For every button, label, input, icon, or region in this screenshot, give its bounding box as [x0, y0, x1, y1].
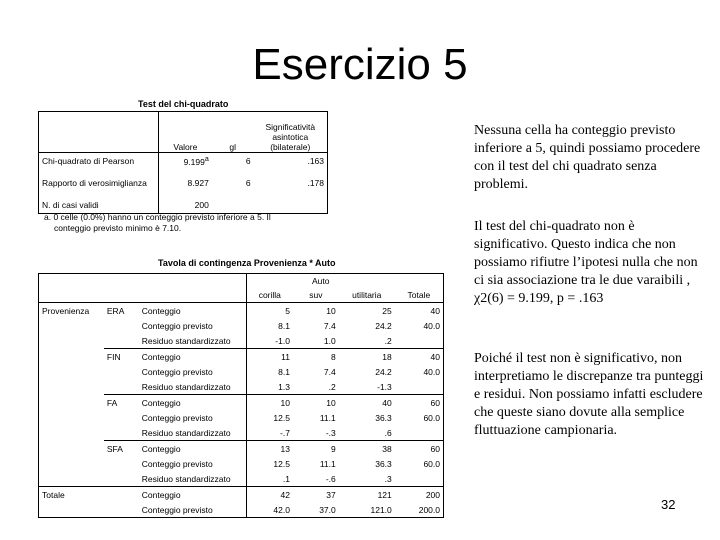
cell-value: 200.0: [418, 504, 440, 515]
cell-value: 40: [395, 349, 444, 365]
row-variable-blank: [39, 379, 104, 395]
row-stat: Conteggio: [139, 487, 246, 503]
cell-value: 1.3: [278, 381, 290, 392]
chi-row-sig: .163: [307, 156, 324, 166]
row-stat: Conteggio previsto: [139, 502, 246, 518]
row-stat: Conteggio: [139, 441, 246, 457]
cell-value: .2: [328, 381, 336, 392]
row-stat: Conteggio previsto: [139, 318, 246, 333]
chi-header-valore: Valore: [158, 112, 211, 153]
cell-value: 8.1: [278, 320, 290, 331]
chi-row-gl: 6: [245, 156, 251, 166]
table-row: [39, 425, 444, 441]
header-blank: [39, 287, 104, 303]
cell-value: 12.5: [273, 458, 290, 469]
row-level: SFA: [104, 441, 139, 457]
col-header: utilitaria: [339, 287, 395, 303]
cell-value: 37.0: [319, 504, 336, 515]
row-level: [104, 425, 139, 441]
cell-value: .2: [384, 335, 392, 346]
row-variable-blank: [39, 364, 104, 379]
cell-value: [395, 425, 444, 441]
chi-square-footnote: [44, 212, 271, 234]
auto-label: Auto: [311, 275, 330, 286]
table-row: [39, 153, 328, 170]
row-variable-blank: [39, 425, 104, 441]
row-stat: Conteggio: [139, 349, 246, 365]
cell-value: .1: [282, 473, 290, 484]
row-stat: Conteggio previsto: [139, 456, 246, 471]
chi-row-sig: .178: [307, 178, 324, 188]
page-number: 32: [661, 497, 676, 512]
cell-value: 25: [339, 303, 395, 319]
cell-value: 38: [339, 441, 395, 457]
row-stat: Conteggio: [139, 303, 246, 319]
table-row: [39, 349, 444, 365]
cell-value: 10: [246, 395, 293, 411]
cell-value: 13: [246, 441, 293, 457]
cell-value: 121: [339, 487, 395, 503]
row-stat: Residuo standardizzato: [139, 333, 246, 349]
header-blank: [139, 274, 246, 288]
cell-value: 7.4: [323, 320, 336, 331]
table-row: [39, 379, 444, 395]
row-variable-blank: [39, 471, 104, 487]
cell-value: 7.4: [323, 366, 336, 377]
table-row: [39, 364, 444, 379]
cell-value: 42: [246, 487, 293, 503]
total-label: [39, 502, 139, 518]
cell-value: 36.3: [375, 458, 392, 469]
table-row: [39, 487, 444, 503]
table-row: [39, 441, 444, 457]
chi-row-gl: 6: [245, 178, 251, 188]
row-stat: Conteggio previsto: [139, 410, 246, 425]
cell-value: 200: [395, 487, 444, 503]
cell-value: -.7: [280, 427, 290, 438]
cell-value: 18: [339, 349, 395, 365]
table-row: [39, 169, 328, 197]
cell-value: 12.5: [273, 412, 290, 423]
cell-value: -.6: [325, 473, 336, 484]
row-variable-blank: [39, 333, 104, 349]
cell-value: 60: [395, 441, 444, 457]
header-blank: [104, 287, 139, 303]
row-level: ERA: [104, 303, 139, 319]
slide-title: Esercizio 5: [252, 40, 468, 89]
cell-value: 40.0: [423, 320, 440, 331]
chi-row-label: Rapporto di verosimiglianza: [39, 169, 159, 197]
header-blank: [139, 287, 246, 303]
cell-value: 5: [246, 303, 293, 319]
row-variable-blank: [39, 441, 104, 457]
contingency-caption: Tavola di contingenza Provenienza * Auto: [158, 258, 336, 268]
table-row: [39, 395, 444, 411]
header-blank: [39, 274, 104, 288]
col-header: suv: [293, 287, 339, 303]
row-variable: Provenienza: [42, 305, 90, 316]
cell-value: .6: [384, 427, 392, 438]
table-row: [39, 333, 444, 349]
cell-value: 24.2: [375, 366, 392, 377]
table-row: [39, 456, 444, 471]
chi-header-gl: gl: [212, 112, 254, 153]
row-variable-blank: [39, 456, 104, 471]
paragraph-1: Nessuna cella ha conteggio previsto inferiore a 5, quindi possiamo procedere con il test del chi quadrato senza problemi.: [474, 123, 701, 192]
footnote-line: conteggio previsto minimo è 7.10.: [54, 223, 182, 233]
row-stat: Conteggio: [139, 395, 246, 411]
row-level: [104, 364, 139, 379]
footnote-line: a. 0 celle (0.0%) hanno un conteggio previsto inferiore a 5. Il: [44, 212, 271, 222]
cell-value: 8.1: [278, 366, 290, 377]
header-blank: [395, 274, 444, 288]
cell-value: -1.3: [377, 381, 392, 392]
chi-row-valore: 200: [194, 200, 209, 210]
chi-row-label: N. di casi validi: [39, 197, 159, 214]
cell-value: 1.0: [323, 335, 336, 346]
row-variable-blank: [39, 318, 104, 333]
row-level: [104, 333, 139, 349]
row-level: FA: [104, 395, 139, 411]
cell-value: 11.1: [319, 458, 336, 469]
chi-square-table: [38, 111, 328, 214]
row-variable-blank: [39, 349, 104, 365]
row-stat: Conteggio previsto: [139, 364, 246, 379]
row-level: [104, 318, 139, 333]
row-level: [104, 379, 139, 395]
cell-value: 60: [395, 395, 444, 411]
cell-value: 37: [293, 487, 339, 503]
table-row: [39, 318, 444, 333]
chi-row-label: Chi-quadrato di Pearson: [39, 153, 159, 170]
row-level: [104, 456, 139, 471]
chi-square-header-row: [39, 112, 328, 153]
cell-value: 11: [246, 349, 293, 365]
cell-value: 24.2: [375, 320, 392, 331]
row-level: [104, 410, 139, 425]
col-header: Totale: [395, 287, 444, 303]
row-level: [104, 471, 139, 487]
contingency-header-row: [39, 274, 444, 288]
cell-value: 10: [293, 303, 339, 319]
footnote-marker: a: [204, 155, 209, 164]
chi-header-blank: [39, 112, 159, 153]
contingency-header-row: [39, 287, 444, 303]
cell-value: 40: [339, 395, 395, 411]
table-row: [39, 410, 444, 425]
row-stat: Residuo standardizzato: [139, 379, 246, 395]
cell-value: 9: [293, 441, 339, 457]
cell-value: 10: [293, 395, 339, 411]
cell-value: 8: [293, 349, 339, 365]
cell-value: [395, 333, 444, 349]
table-row: [39, 502, 444, 518]
cell-value: 60.0: [423, 458, 440, 469]
cell-value: 40.0: [423, 366, 440, 377]
table-row: [39, 303, 444, 319]
chi-square-caption: Test del chi-quadrato: [138, 99, 229, 109]
cell-value: .3: [384, 473, 392, 484]
row-variable-blank: [39, 395, 104, 411]
chi-row-valore: 8.927: [187, 178, 209, 188]
chi-header-sig: Significatività asintotica (bilaterale): [254, 112, 328, 153]
chi-row-valore: 9.199$^a$: [183, 155, 209, 167]
paragraph-2: Il test del chi-quadrato non è significativo. Questo indica che non possiamo rifiutre l’ipotesi nulla che non ci sia associazione tra le due varaibili , χ2(6) = 9.199, p = .163: [474, 219, 698, 306]
paragraph-3: Poiché il test non è significativo, non interpretiamo le discrepanze tra punteggi e residui. Non possiamo infatti escludere che queste siano dovute alla semplice fluttuazione campionaria.: [474, 351, 704, 438]
cell-value: [395, 471, 444, 487]
cell-value: -.3: [325, 427, 336, 438]
cell-value: 121.0: [370, 504, 392, 515]
row-stat: Residuo standardizzato: [139, 425, 246, 441]
cell-value: -1.0: [275, 335, 290, 346]
cell-value: 36.3: [375, 412, 392, 423]
cell-value: 60.0: [423, 412, 440, 423]
row-variable-blank: [39, 410, 104, 425]
total-label: Totale: [39, 487, 139, 503]
table-row: [39, 471, 444, 487]
header-blank: [104, 274, 139, 288]
cell-value: [395, 379, 444, 395]
cell-value: 40: [395, 303, 444, 319]
row-level: FIN: [104, 349, 139, 365]
cell-value: 11.1: [319, 412, 336, 423]
cell-value: 42.0: [273, 504, 290, 515]
col-header: corilla: [246, 287, 293, 303]
row-stat: Residuo standardizzato: [139, 471, 246, 487]
contingency-table: [38, 273, 444, 518]
